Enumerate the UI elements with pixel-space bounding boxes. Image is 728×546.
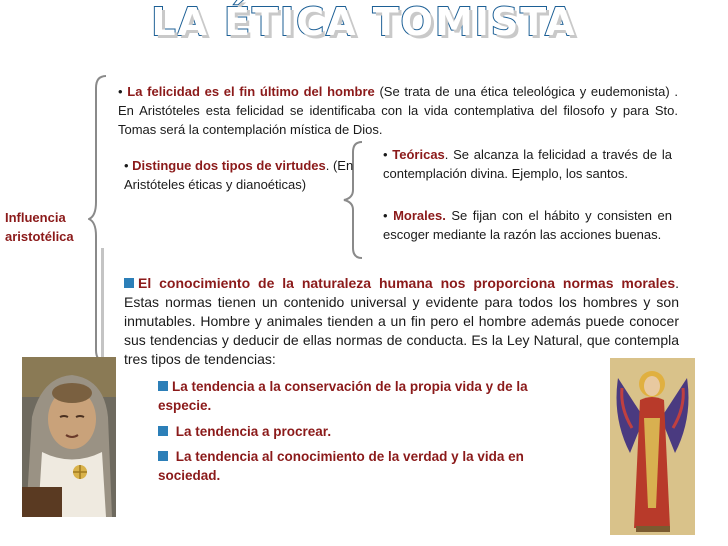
friar-portrait-image (22, 357, 116, 517)
tendency-item: La tendencia a la conservación de la propia vida y de la especie. (158, 379, 528, 413)
square-bullet-icon (124, 278, 134, 288)
vertical-divider (101, 248, 104, 368)
virtues-text: . (En Aristóteles éticas y dianoéticas) (124, 158, 354, 192)
virtues-paragraph (124, 156, 354, 194)
natural-law-paragraph (124, 274, 679, 369)
moral-text: Se fijan con el hábito y consisten en escoger mediante la razón las acciones buenas. (383, 208, 672, 242)
happiness-paragraph (118, 82, 678, 139)
happiness-text: (Se trata de una ética teleológica y eudemonista) . En Aristóteles esta felicidad se identificaba con la vida contemplativa del filosofo y para Sto. Tomas será la contemplación mística de Dios. (118, 84, 678, 137)
theoretical-text: . Se alcanza la felicidad a través de la contemplación divina. Ejemplo, los santos. (383, 147, 672, 181)
square-bullet-icon (158, 381, 168, 391)
tendency-item: La tendencia al conocimiento de la verdad y la vida en sociedad. (158, 449, 524, 483)
bullet: • (118, 84, 128, 99)
theoretical-heading: Teóricas (392, 147, 445, 162)
angel-painting-image (610, 358, 695, 535)
happiness-heading: La felicidad es el fin último del hombre (127, 84, 375, 99)
page-title: LA ÉTICA TOMISTA (151, 0, 577, 44)
bullet: • (383, 208, 394, 223)
natural-law-text: . Estas normas tienen un contenido universal y evidente para todos los hombres y son inmutables. Hombre y animales tienden a un fin pero el hombre además puede conocer sus tendencias y deducir de ellas normas de conducta. Es la Ley Natural, que contempla tres tipos de tendencias: (124, 275, 679, 367)
natural-law-heading: El conocimiento de la naturaleza humana nos proporciona normas morales (138, 275, 676, 291)
bullet: • (383, 147, 393, 162)
theoretical-paragraph (383, 145, 672, 183)
square-bullet-icon (158, 451, 168, 461)
tendency-item: La tendencia a procrear. (158, 423, 548, 442)
square-bullet-icon (158, 426, 168, 436)
influence-label: Influencia aristotélica (5, 210, 74, 244)
moral-paragraph (383, 206, 672, 244)
bullet: • (124, 158, 133, 173)
moral-heading: Morales. (393, 208, 446, 223)
virtues-heading: Distingue dos tipos de virtudes (132, 158, 326, 173)
